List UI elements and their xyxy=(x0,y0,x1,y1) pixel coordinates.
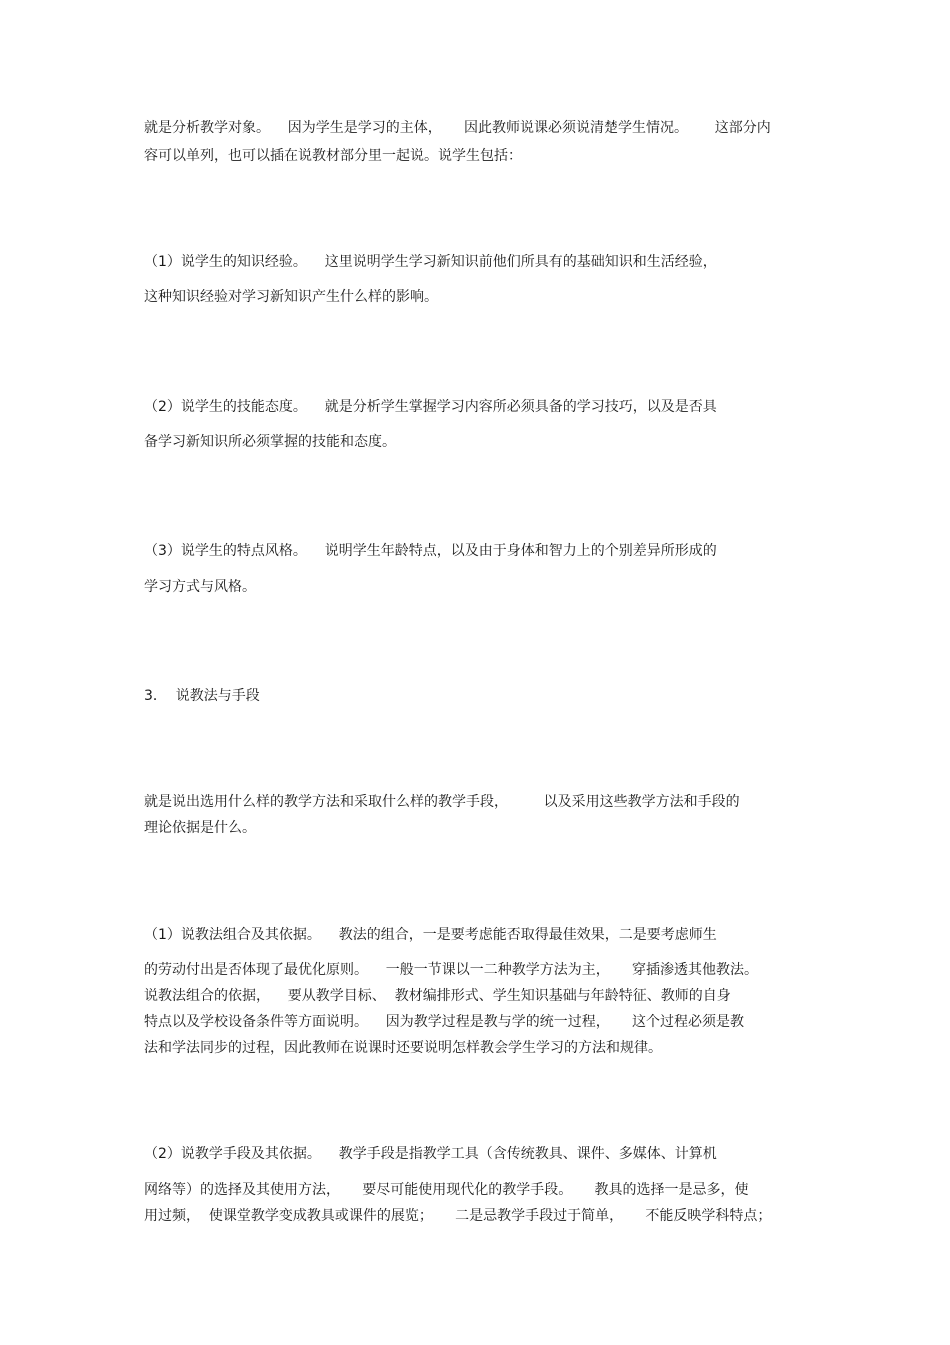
paragraph-line: 备学习新知识所必须掌握的技能和态度。 xyxy=(144,434,396,450)
paragraph-line: 法和学法同步的过程，因此教师在说课时还要说明怎样教会学生学习的方法和规律。 xyxy=(144,1040,662,1056)
paragraph-line: 就是说出选用什么样的教学方法和采取什么样的教学手段， 以及采用这些教学方法和手段的 xyxy=(144,794,740,810)
paragraph-line: （2）说教学手段及其依据。 教学手段是指教学工具（含传统教具、课件、多媒体、计算机 xyxy=(144,1146,717,1162)
paragraph-line: 用过频， 使课堂教学变成教具或课件的展览； 二是忌教学手段过于简单， 不能反映学科特点； xyxy=(144,1208,772,1224)
paragraph-line: （2）说学生的技能态度。 就是分析学生掌握学习内容所必须具备的学习技巧，以及是否具 xyxy=(144,399,717,415)
paragraph-line: （1）说教法组合及其依据。 教法的组合，一是要考虑能否取得最佳效果，二是要考虑师生 xyxy=(144,927,717,943)
paragraph-line: 理论依据是什么。 xyxy=(144,820,256,836)
paragraph-line: 说教法组合的依据， 要从教学目标、 教材编排形式、学生知识基础与年龄特征、教师的自身 xyxy=(144,988,731,1004)
section-heading: 3． 说教法与手段 xyxy=(144,688,260,704)
paragraph-line: 这种知识经验对学习新知识产生什么样的影响。 xyxy=(144,289,438,305)
paragraph-line: （3）说学生的特点风格。 说明学生年龄特点，以及由于身体和智力上的个别差异所形成的 xyxy=(144,543,717,559)
paragraph-line: 容可以单列，也可以插在说教材部分里一起说。说学生包括： xyxy=(144,148,522,164)
paragraph-line: 的劳动付出是否体现了最优化原则。 一般一节课以一二种教学方法为主， 穿插渗透其他教法。 xyxy=(144,962,759,978)
paragraph-line: 学习方式与风格。 xyxy=(144,579,256,595)
paragraph-line: （1）说学生的知识经验。 这里说明学生学习新知识前他们所具有的基础知识和生活经验， xyxy=(144,254,717,270)
paragraph-line: 特点以及学校设备条件等方面说明。 因为教学过程是教与学的统一过程， 这个过程必须是教 xyxy=(144,1014,745,1030)
paragraph-line: 就是分析教学对象。 因为学生是学习的主体， 因此教师说课必须说清楚学生情况。 这部分内 xyxy=(144,120,771,136)
paragraph-line: 网络等）的选择及其使用方法， 要尽可能使用现代化的教学手段。 教具的选择一是忌多，使 xyxy=(144,1182,749,1198)
